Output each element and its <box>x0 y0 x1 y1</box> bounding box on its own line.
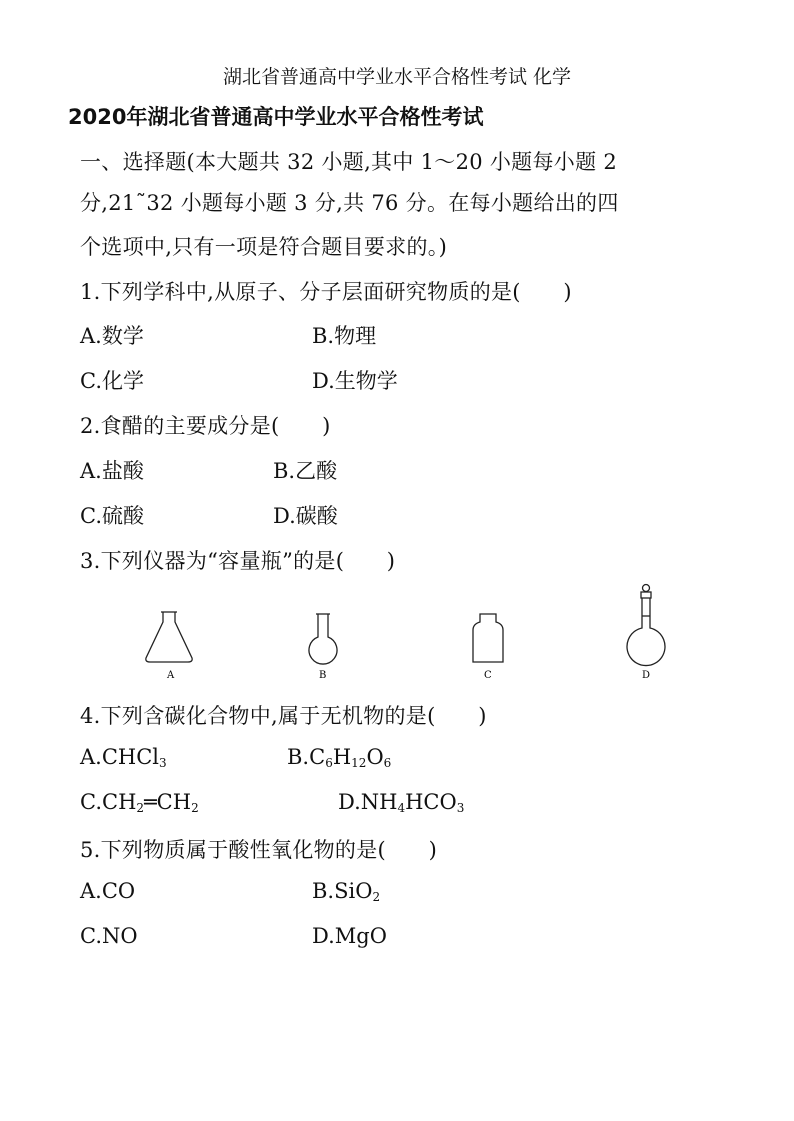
q2-option-b: B.乙酸 <box>273 459 338 483</box>
q5-option-c: C.NO <box>80 924 138 948</box>
q4-option-a <box>80 745 167 770</box>
q4-option-d <box>338 790 464 815</box>
q1-option-d: D.生物学 <box>312 369 398 393</box>
q2-option-d: D.碳酸 <box>273 504 338 528</box>
q4-c-part: ═CH <box>144 790 192 814</box>
q4-c-sub: 2 <box>191 801 199 815</box>
figure-label-d: D <box>642 670 651 681</box>
q4-b-sub: 12 <box>351 756 367 770</box>
exam-title: 2020年湖北省普通高中学业水平合格性考试 <box>68 105 484 129</box>
q4-d-part: D.NH <box>338 790 398 814</box>
q4-b-part: H <box>332 745 352 769</box>
q5-b-sub: 2 <box>372 890 381 904</box>
question-5-stem: 5.下列物质属于酸性氧化物的是( ) <box>80 838 438 862</box>
q1-option-c: C.化学 <box>80 369 144 393</box>
q4-c-part: C.CH <box>80 790 137 814</box>
question-3-stem: 3.下列仪器为“容量瓶”的是( ) <box>80 549 396 573</box>
q5-option-d: D.MgO <box>312 924 387 948</box>
q4-d-sub: 4 <box>397 801 406 815</box>
section-instructions-line-1: 一、选择题(本大题共 32 小题,其中 1～20 小题每小题 2 <box>80 150 618 174</box>
q1-option-b: B.物理 <box>312 324 377 348</box>
section-instructions-line-3: 个选项中,只有一项是符合题目要求的。) <box>80 235 448 259</box>
conical-flask-icon <box>146 612 192 662</box>
q2-option-c: C.硫酸 <box>80 504 144 528</box>
q4-option-b <box>287 745 391 770</box>
figure-label-b: B <box>319 670 327 681</box>
q4-a-sub: 3 <box>159 756 167 770</box>
section-instructions-line-2: 分,21˜32 小题每小题 3 分,共 76 分。在每小题给出的四 <box>80 191 619 215</box>
q5-option-a: A.CO <box>80 879 136 903</box>
volumetric-flask-icon <box>627 585 665 666</box>
question-4-stem: 4.下列含碳化合物中,属于无机物的是( ) <box>80 704 487 728</box>
q4-d-sub: 3 <box>456 801 465 815</box>
q2-option-a: A.盐酸 <box>80 459 144 483</box>
round-bottom-flask-icon <box>309 614 337 664</box>
figure-label-a: A <box>167 670 175 681</box>
q4-option-c <box>80 790 199 815</box>
q4-a-formula: A.CHCl <box>80 745 160 769</box>
q4-b-part: B.C <box>287 745 326 769</box>
q1-option-a: A.数学 <box>80 324 144 348</box>
q4-b-sub: 6 <box>383 756 392 770</box>
q4-b-sub: 6 <box>325 756 333 770</box>
glassware-figure <box>130 582 690 682</box>
reagent-bottle-icon <box>473 614 503 662</box>
question-2-stem: 2.食醋的主要成分是( ) <box>80 414 331 438</box>
q5-option-b <box>312 879 380 904</box>
q4-d-part: HCO <box>405 790 457 814</box>
figure-label-c: C <box>484 670 492 681</box>
q4-c-sub: 2 <box>136 801 145 815</box>
page-header: 湖北省普通高中学业水平合格性考试 化学 <box>222 66 572 88</box>
q5-b-formula: B.SiO <box>312 879 373 903</box>
q4-b-part: O <box>366 745 384 769</box>
question-1-stem: 1.下列学科中,从原子、分子层面研究物质的是( ) <box>80 280 572 304</box>
